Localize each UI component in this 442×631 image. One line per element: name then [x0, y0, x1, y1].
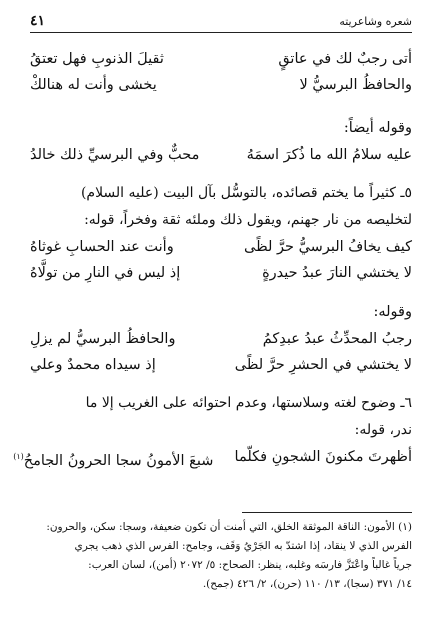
verse-second-hemistich: محبٌّ وفي البرسيِّ ذلك خالدُ — [30, 147, 200, 163]
verse-line — [30, 142, 412, 168]
page-body — [13, 46, 412, 470]
section-label: وقوله: — [373, 304, 412, 320]
verse-first-hemistich: عليه سلامُ الله ما ذُكرَ اسمَهُ — [246, 147, 412, 163]
running-title: شعره وشاعريته — [339, 14, 412, 28]
footnote-line: (١) الأمون: الناقة الموثقة الخلق، التي أمنت أن تكون ضعيفة، وسجا: سكن، والحرون: — [46, 521, 412, 533]
verse-second-hemistich: وأنت عند الحسابِ غوثاهُ — [30, 239, 174, 255]
footnote-line: الفرس الذي لا ينقاد، إذا اشتدّ به الجَرْيُ وَقَف، وجامح: الفرس الذي ذهب يجري — [74, 540, 412, 552]
verse-line — [13, 444, 412, 470]
footnote — [30, 518, 412, 594]
verse-first-hemistich: لا يختشي في الحشرِ حرَّ لظًى — [234, 357, 412, 373]
running-header — [30, 10, 412, 33]
footnote-divider — [242, 512, 412, 513]
paragraph-line: ٥ـ كثيراً ما يختم قصائده، بالتوسُّل بآل البيت (عليه السلام) — [80, 185, 412, 201]
verse-second-hemistich: ثقيلَ الذنوبِ فهل تعتقُ — [30, 51, 164, 67]
verse-line — [30, 326, 412, 352]
verse-first-hemistich: كيف يخافُ البرسيُّ حرَّ لظًى — [244, 239, 412, 255]
section-label: وقوله أيضاً: — [343, 120, 412, 136]
verse-first-hemistich: أظهرتَ مكنونَ الشجونِ فكلّما — [234, 449, 412, 465]
verse-second-hemistich: يخشى وأنت له هنالكْ — [30, 77, 157, 93]
verse-text: شبعَ الأمونُ سجا الحرونُ الجامحُ — [23, 452, 214, 469]
verse-first-hemistich: والحافظُ البرسيُّ لا — [299, 77, 412, 93]
verse-line — [30, 234, 412, 260]
verse-line — [30, 72, 412, 98]
paragraph-6 — [30, 390, 412, 444]
verse-line — [30, 46, 412, 72]
verse-first-hemistich: أتى رجبٌ لك في عاتقٍ — [278, 51, 412, 67]
paragraph-line: ندر، قوله: — [354, 422, 412, 438]
footnote-line: ١٤/ ٣٧١ (سجا)، ١٣/ ١١٠ (حرن)، ٢/ ٤٢٦ (جمح). — [202, 578, 412, 590]
footnote-line: جرياً غالباً واعْتَزَّ فارسَه وغلبه، ينظر: الصحاح: ٥/ ٢٠٧٢ (أمن)، لسان العرب: — [88, 559, 412, 571]
paragraph-5 — [30, 180, 412, 234]
paragraph-line: ٦ـ وضوح لغته وسلاستها، وعدم احتوائه على الغريب إلا ما — [85, 395, 412, 411]
footnote-marker[interactable]: (١) — [13, 452, 24, 461]
verse-second-hemistich: إذ سيداه محمدٌ وعلي — [30, 357, 156, 373]
page-number: ٤١ — [30, 13, 46, 29]
verse-line — [30, 260, 412, 286]
paragraph-line: لتخليصه من نار جهنم، ويقول ذلك وملئه ثقة وفخراً، قوله: — [84, 212, 412, 228]
verse-first-hemistich: لا يختشي النارَ عبدُ حيدرةٍ — [262, 265, 412, 281]
verse-second-hemistich: والحافظُ البرسيُّ لم يزلِ — [30, 331, 176, 347]
verse-second-hemistich — [13, 444, 214, 470]
verse-first-hemistich: رجبُ المحدِّثُ عبدُ عبدِكمُ — [262, 331, 412, 347]
verse-line — [30, 352, 412, 378]
verse-second-hemistich: إذ ليس في النارِ من تولَّاهُ — [30, 265, 181, 281]
